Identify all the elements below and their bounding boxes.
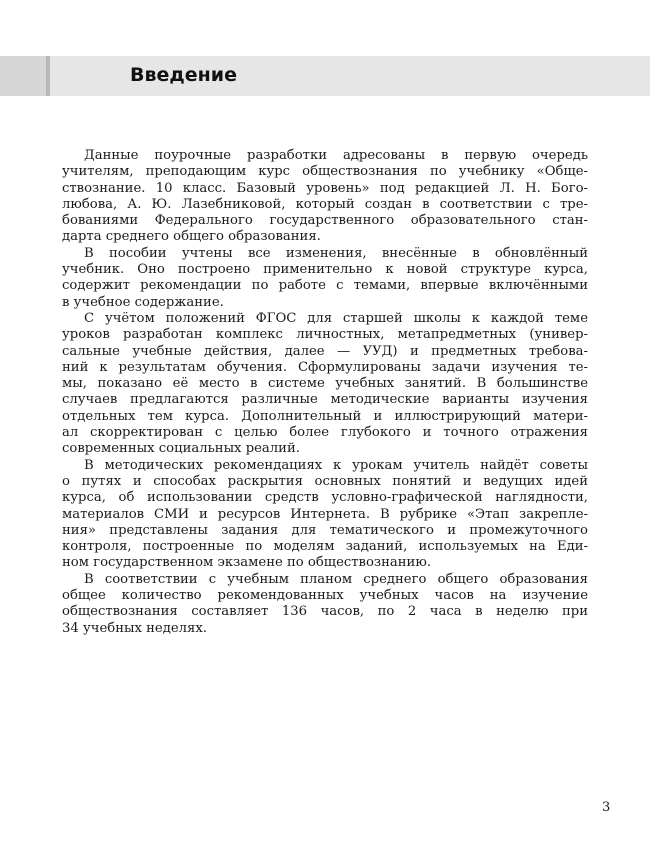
text-line: в учебное содержание. [62,294,224,310]
paragraph [62,311,588,458]
text-line: ния» представлены задания для тематического и промежуточного [62,522,588,538]
text-line: С учётом положений ФГОС для старшей школы к каждой теме [84,310,588,326]
text-line: ном государственном экзамене по обществознанию. [62,555,432,571]
text-line: Данные поурочные разработки адресованы в первую очередь [84,148,588,163]
text-line: В пособии учтены все изменения, внесённые в обновлённый [84,245,588,261]
text-line: В соответствии с учебным планом среднего общего образования [84,571,588,587]
chapter-title: Введение [130,64,237,86]
chapter-header-band [0,56,650,96]
text-line: ний к результатам обучения. Сформулированы задачи изучения те- [62,359,588,375]
text-line: курса, об использовании средств условно-графической наглядности, [62,490,588,506]
paragraph [62,246,588,311]
text-line: учебник. Оно построено применительно к новой структуре курса, [62,262,588,278]
text-line: содержит рекомендации по работе с темами, впервые включёнными [62,278,588,294]
text-line: ал скорректирован с целью более глубокого и точного отражения [62,425,588,441]
paragraph [62,458,588,572]
text-line: В методических рекомендациях к урокам учитель найдёт советы [84,457,588,473]
text-line: любова, А. Ю. Лазебниковой, который создан в соответствии с тре- [62,196,588,212]
text-line: уроков разработан комплекс личностных, метапредметных (универ- [62,327,588,343]
text-line: учителям, преподающим курс обществознания по учебнику «Обще- [62,164,588,180]
text-line: отдельных тем курса. Дополнительный и иллюстрирующий матери- [62,408,588,424]
text-line: общее количество рекомендованных учебных часов на изучение [62,588,588,604]
text-line: 34 учебных неделях. [62,620,207,636]
text-line: дарта среднего общего образования. [62,229,321,245]
paragraph [62,148,588,246]
text-line: бованиями Федерального государственного образовательного стан- [62,213,588,229]
text-line: мы, показано её место в системе учебных занятий. В большинстве [62,376,588,392]
text-line: ствознание. 10 класс. Базовый уровень» под редакцией Л. Н. Бого- [62,180,588,196]
text-line: контроля, построенные по моделям заданий, используемых на Еди- [62,539,588,555]
text-line: обществознания составляет 136 часов, по 2 часа в неделю при [62,604,588,620]
text-line: сальные учебные действия, далее — УУД) и предметных требова- [62,343,588,359]
text-line: случаев предлагаются различные методические варианты изучения [62,392,588,408]
body-text [62,148,588,637]
page-number: 3 [602,800,611,815]
paragraph [62,572,588,637]
text-line: материалов СМИ и ресурсов Интернета. В рубрике «Этап закрепле- [62,506,588,522]
text-line: о путях и способах раскрытия основных понятий и ведущих идей [62,473,588,489]
header-accent-block [0,56,50,96]
text-line: современных социальных реалий. [62,441,300,457]
